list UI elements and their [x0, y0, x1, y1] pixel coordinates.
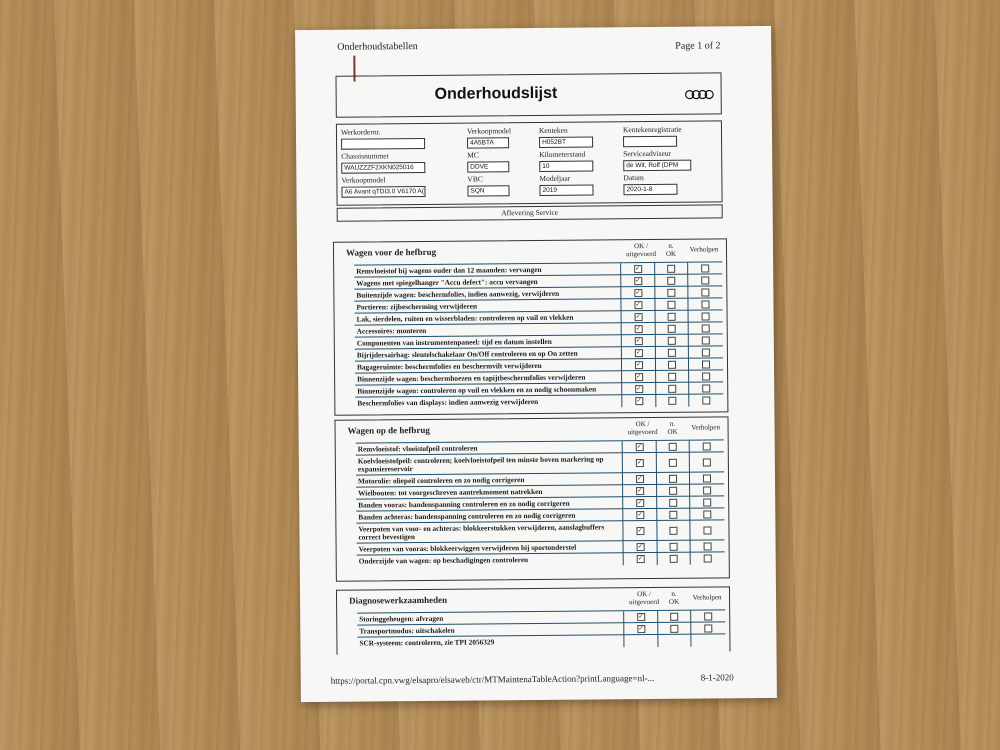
- checklist-item-text: Storinggeheugen: afvragen: [357, 611, 624, 625]
- checkbox-verholpen[interactable]: [703, 442, 711, 450]
- kenteken-label: Kenteken: [538, 125, 568, 135]
- checklist-item-text: Banden vooras: bandenspanning controleren en zo nodig corrigeren: [356, 497, 623, 511]
- cell-nok: [657, 453, 691, 473]
- checkbox-verholpen[interactable]: [702, 288, 710, 296]
- checkbox-verholpen[interactable]: [702, 336, 710, 344]
- cell-verholpen: [691, 552, 725, 564]
- checkbox-verholpen[interactable]: [703, 474, 711, 482]
- checkbox-ok[interactable]: ✓: [636, 362, 642, 369]
- checkbox-verholpen[interactable]: [704, 542, 712, 550]
- checkbox-verholpen[interactable]: [701, 264, 709, 272]
- cell-verholpen: [690, 452, 724, 472]
- section-title: Diagnosewerkzaamheden: [349, 594, 448, 606]
- service-type: Aflevering Service: [337, 204, 723, 221]
- checkbox-ok[interactable]: ✓: [635, 278, 641, 285]
- cell-nok: [656, 395, 690, 407]
- checkbox-ok[interactable]: ✓: [635, 314, 641, 321]
- title-box: [335, 72, 721, 117]
- section-diagnose: [336, 586, 731, 654]
- checkbox-nok[interactable]: [668, 289, 676, 297]
- checkbox-nok[interactable]: [669, 459, 677, 467]
- section-voor-hefbrug: [333, 238, 729, 415]
- checkbox-nok[interactable]: [670, 625, 678, 633]
- checkbox-ok[interactable]: ✓: [636, 444, 642, 451]
- cell-ok: [624, 521, 658, 541]
- cell-ok: [624, 553, 658, 565]
- serviceadviseur-label: Serviceadviseur: [623, 148, 672, 159]
- mc-field: DDVE: [467, 161, 509, 172]
- checkbox-nok[interactable]: [668, 349, 676, 357]
- werkordernr-label: Werkordernr.: [340, 127, 381, 137]
- checklist-item-text: Portieren: zijbescherming verwijderen: [354, 299, 621, 313]
- checklist-item-text: Veerpoten van vooras: blokkeerwiggen verwijderen bij sportonderstel: [357, 541, 624, 555]
- checkbox-ok[interactable]: ✓: [636, 386, 642, 393]
- checkbox-ok[interactable]: ✓: [637, 556, 643, 563]
- checkbox-verholpen[interactable]: [702, 372, 710, 380]
- mc-label: MC: [467, 150, 479, 160]
- header-left: Onderhoudstabellen: [337, 41, 418, 53]
- checklist-item-text: Lak, sierdelen, ruiten en wisserbladen: controleren op vuil en vlekken: [355, 311, 622, 325]
- checkbox-nok[interactable]: [670, 555, 678, 563]
- checkbox-verholpen[interactable]: [704, 526, 712, 534]
- checkbox-nok[interactable]: [669, 499, 677, 507]
- checklist-item-text: Beschermfolies van displays: indien aanwezig verwijderen: [355, 395, 622, 409]
- cell-verholpen: [691, 520, 725, 540]
- chassisnummer-label: Chassisnummer: [341, 151, 390, 161]
- cell-ok: [623, 453, 657, 473]
- checkbox-nok[interactable]: [668, 301, 676, 309]
- checklist-item-text: Wagens met spiegelhanger "Accu defect": accu vervangen: [354, 275, 621, 289]
- cell-nok: [658, 635, 692, 647]
- section-title: Wagen voor de hefbrug: [345, 246, 437, 258]
- checkbox-verholpen[interactable]: [703, 458, 711, 466]
- checkbox-ok[interactable]: ✓: [638, 626, 644, 633]
- checkbox-verholpen[interactable]: [704, 554, 712, 562]
- kilometerstand-field: 10: [539, 160, 593, 171]
- col-verholpen-header: Verholpen: [689, 245, 719, 254]
- checkbox-verholpen[interactable]: [703, 396, 711, 404]
- checklist-item-text: Banden achteras: bandenspanning controleren en zo nodig corrigeren: [356, 509, 623, 523]
- checkbox-verholpen[interactable]: [702, 324, 710, 332]
- checkbox-ok[interactable]: ✓: [637, 528, 643, 535]
- checkbox-nok[interactable]: [668, 373, 676, 381]
- section-op-hefbrug: [334, 416, 729, 581]
- checklist-item-text: Motorolie: oliepeil controleren en zo nodig corrigeren: [356, 473, 623, 487]
- checkbox-nok[interactable]: [668, 337, 676, 345]
- col-ok-header: OK / uitgevoerd: [626, 242, 657, 259]
- checklist-row: [355, 393, 723, 409]
- cell-verholpen: [692, 634, 726, 646]
- verkoopmodel-label: Verkoopmodel: [341, 175, 386, 185]
- checkbox-nok[interactable]: [669, 443, 677, 451]
- checkbox-nok[interactable]: [669, 511, 677, 519]
- checklist-item-text: Binnenzijde wagen: beschermhoezen en tapijtbeschermfolies verwijderen: [355, 371, 622, 385]
- cell-ok: [623, 395, 657, 407]
- checkbox-nok[interactable]: [668, 313, 676, 321]
- checkbox-ok[interactable]: ✓: [638, 614, 644, 621]
- verkoopmodel-field: A6 Avant qTDI3.0 V6170 A(: [341, 186, 425, 198]
- col-verholpen-header: Verholpen: [692, 593, 722, 602]
- checkbox-nok[interactable]: [669, 475, 677, 483]
- checklist-item-text: Veerpoten van voor- en achteras: blokkeerstukken verwijderen, aanslagbuffers correct bevestigen: [356, 521, 624, 543]
- cell-verholpen: [690, 394, 724, 406]
- kentekenregistratie-field: [623, 136, 677, 147]
- checkbox-ok[interactable]: ✓: [635, 290, 641, 297]
- checkbox-ok[interactable]: ✓: [636, 374, 642, 381]
- kilometerstand-label: Kilometerstand: [539, 149, 586, 159]
- checkbox-verholpen[interactable]: [704, 612, 712, 620]
- checkbox-ok[interactable]: ✓: [637, 476, 643, 483]
- checkbox-nok[interactable]: [670, 613, 678, 621]
- serviceadviseur-field: de Wit, Rolf (DPM: [623, 160, 691, 172]
- checkbox-nok[interactable]: [667, 277, 675, 285]
- checkbox-verholpen[interactable]: [702, 360, 710, 368]
- checklist-item-text: Remvloeistof: vloeistofpeil controleren: [356, 441, 623, 455]
- cell-nok: [658, 553, 692, 565]
- col-ok-header: OK / uitgevoerd: [627, 420, 658, 437]
- cell-nok: [657, 521, 691, 541]
- werkordernr-field: [341, 138, 425, 150]
- checkbox-verholpen[interactable]: [702, 300, 710, 308]
- page-number: Page 1 of 2: [675, 40, 721, 52]
- footer-url: https://portal.cpn.vwg/elsapro/elsaweb/ctr/MTMaintenaTableAction?printLanguage=nl-...: [330, 672, 655, 686]
- datum-field: 2020-1-8: [623, 184, 677, 195]
- maintenance-sheet: [295, 26, 777, 702]
- checkbox-verholpen[interactable]: [703, 498, 711, 506]
- checkbox-ok[interactable]: ✓: [637, 500, 643, 507]
- checkbox-nok[interactable]: [668, 385, 676, 393]
- checklist-row: [357, 551, 725, 567]
- checklist-row: [357, 633, 725, 649]
- checkbox-verholpen[interactable]: [702, 384, 710, 392]
- audi-logo-icon: [685, 89, 715, 99]
- checkbox-nok[interactable]: [668, 361, 676, 369]
- vbc-field: SQN: [467, 185, 509, 196]
- checkbox-nok[interactable]: [668, 325, 676, 333]
- modeljaar-field: 2019: [539, 184, 593, 195]
- checkbox-ok[interactable]: ✓: [635, 326, 641, 333]
- checklist-item-text: Bijrijdersairbag: sleutelschakelaar On/Off controleren en op On zetten: [355, 347, 622, 361]
- page-title: Onderhoudslijst: [434, 84, 558, 103]
- checklist-item-text: Bagageruimte: beschermfolies en beschermvilt verwijderen: [355, 359, 622, 373]
- checkbox-ok[interactable]: ✓: [636, 398, 642, 405]
- checkbox-nok[interactable]: [669, 487, 677, 495]
- checkbox-ok[interactable]: ✓: [635, 302, 641, 309]
- verkoopmodel-code-field: 4A5BTA: [467, 137, 509, 148]
- verkoopmodel-code-label: Verkoopmodel: [466, 126, 512, 136]
- col-nok-header: n. OK: [668, 589, 680, 606]
- checklist-item-text: SCR-systeem: controleren, zie TPI 2056329: [357, 635, 624, 649]
- vehicle-info-box: [336, 120, 723, 205]
- checkbox-ok[interactable]: ✓: [637, 512, 643, 519]
- checkbox-verholpen[interactable]: [701, 276, 709, 284]
- chassisnummer-field: WAUZZZF2XKN025016: [341, 162, 425, 174]
- checkbox-ok[interactable]: ✓: [635, 266, 641, 273]
- col-nok-header: n. OK: [667, 419, 678, 436]
- checkbox-nok[interactable]: [670, 543, 678, 551]
- checklist-item-text: Remvloeistof bij wagens ouder dan 12 maanden: vervangen: [354, 263, 621, 277]
- footer-date: 8-1-2020: [700, 672, 734, 683]
- checkbox-verholpen[interactable]: [703, 486, 711, 494]
- checklist-item-text: Buitenzijde wagen: beschermfolies, indien aanwezig, verwijderen: [354, 287, 621, 301]
- col-verholpen-header: Verholpen: [691, 423, 720, 432]
- kenteken-field: H052BT: [539, 136, 593, 147]
- col-nok-header: n. OK: [665, 241, 677, 258]
- checklist-item-text: Onderzijde van wagen: op beschadigingen controleren: [357, 553, 624, 567]
- checkbox-nok[interactable]: [670, 527, 678, 535]
- checkbox-ok[interactable]: ✓: [636, 460, 643, 467]
- cell-ok: [625, 635, 659, 647]
- checkbox-ok[interactable]: ✓: [637, 488, 643, 495]
- col-ok-header: OK / uitgevoerd: [629, 590, 660, 607]
- checkbox-verholpen[interactable]: [702, 348, 710, 356]
- checklist-item-text: Transportmodus: uitschakelen: [357, 623, 624, 637]
- checkbox-ok[interactable]: ✓: [635, 338, 641, 345]
- datum-label: Datum: [623, 173, 644, 183]
- checklist-item-text: Accessoires: monteren: [355, 323, 622, 337]
- checkbox-ok[interactable]: ✓: [635, 350, 642, 357]
- checklist-item-text: Wielbouten: tot voorgeschreven aantrekmoment natrekken: [356, 485, 623, 499]
- checkbox-nok[interactable]: [668, 397, 676, 405]
- checklist-item-text: Componenten van instrumentenpaneel: tijd en datum instellen: [355, 335, 622, 349]
- vbc-label: VBC: [467, 174, 483, 184]
- modeljaar-label: Modeljaar: [539, 173, 571, 183]
- section-title: Wagen op de hefbrug: [347, 424, 430, 436]
- checkbox-verholpen[interactable]: [704, 510, 712, 518]
- checkbox-verholpen[interactable]: [702, 312, 710, 320]
- checklist-item-text: Binnenzijde wagen: controleren op vuil en vlekken en zo nodig schoonmaken: [355, 383, 622, 397]
- checkbox-nok[interactable]: [667, 265, 675, 273]
- checklist-item-text: Koelvloeistofpeil: controleren; koelvloeistofpeil ten minste boven markering op expansiereservoir: [356, 453, 624, 475]
- checkbox-verholpen[interactable]: [704, 624, 712, 632]
- checkbox-ok[interactable]: ✓: [637, 544, 643, 551]
- kentekenregistratie-label: Kentekenregistratie: [622, 124, 682, 135]
